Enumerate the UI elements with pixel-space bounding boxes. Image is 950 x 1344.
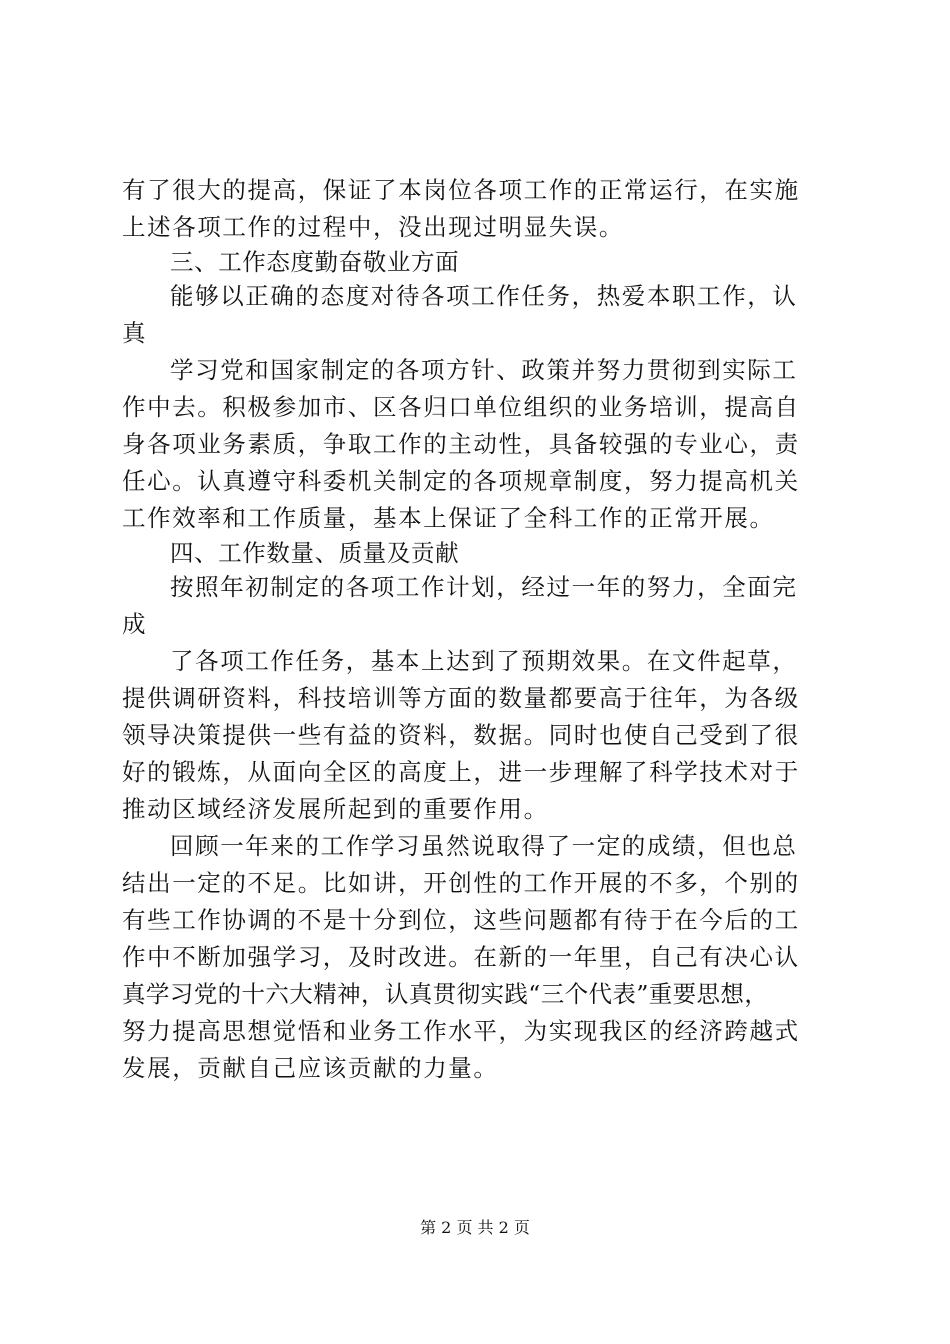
text-line: 真 (122, 319, 148, 347)
text-line: 作中去。积极参加市、区各归口单位组织的业务培训，提高自 (122, 393, 800, 421)
text-line: 作中不断加强学习，及时改进。在新的一年里，自己有决心认 (122, 943, 800, 971)
document-body (122, 172, 834, 1087)
text-line: 学习党和国家制定的各项方针、政策并努力贯彻到实际工 (170, 356, 798, 384)
text-line: 发展，贡献自己应该贡献的力量。 (122, 1054, 499, 1082)
text-line: 回顾一年来的工作学习虽然说取得了一定的成绩，但也总 (170, 832, 798, 860)
page-number-footer: 第 2 页 共 2 页 (420, 1218, 530, 1237)
section-heading-3: 三、工作态度勤奋敬业方面 (170, 248, 460, 276)
text-line: 真学习党的十六大精神，认真贯彻实践“三个代表”重要思想， (122, 980, 769, 1008)
section-heading-4: 四、工作数量、质量及贡献 (170, 539, 460, 567)
text-line: 有些工作协调的不是十分到位，这些问题都有待于在今后的工 (122, 906, 800, 934)
text-line: 结出一定的不足。比如讲，开创性的工作开展的不多，个别的 (122, 869, 800, 897)
text-line: 身各项业务素质，争取工作的主动性，具备较强的专业心，责 (122, 430, 800, 458)
text-line: 成 (122, 610, 148, 638)
text-line: 了各项工作任务，基本上达到了预期效果。在文件起草， (170, 647, 798, 675)
text-line: 按照年初制定的各项工作计划，经过一年的努力，全面完 (170, 573, 798, 601)
text-line: 提供调研资料，科技培训等方面的数量都要高于往年，为各级 (122, 684, 800, 712)
text-line: 好的锻炼，从面向全区的高度上，进一步理解了科学技术对于 (122, 758, 800, 786)
text-line: 努力提高思想觉悟和业务工作水平，为实现我区的经济跨越式 (122, 1017, 800, 1045)
text-line: 工作效率和工作质量，基本上保证了全科工作的正常开展。 (122, 504, 775, 532)
text-line: 有了很大的提高，保证了本岗位各项工作的正常运行，在实施 (122, 176, 800, 204)
text-line: 任心。认真遵守科委机关制定的各项规章制度，努力提高机关 (122, 467, 800, 495)
text-line: 上述各项工作的过程中，没出现过明显失误。 (122, 213, 624, 241)
text-line: 领导决策提供一些有益的资料，数据。同时也使自己受到了很 (122, 721, 800, 749)
text-line: 能够以正确的态度对待各项工作任务，热爱本职工作，认 (170, 282, 798, 310)
text-line: 推动区域经济发展所起到的重要作用。 (122, 795, 549, 823)
